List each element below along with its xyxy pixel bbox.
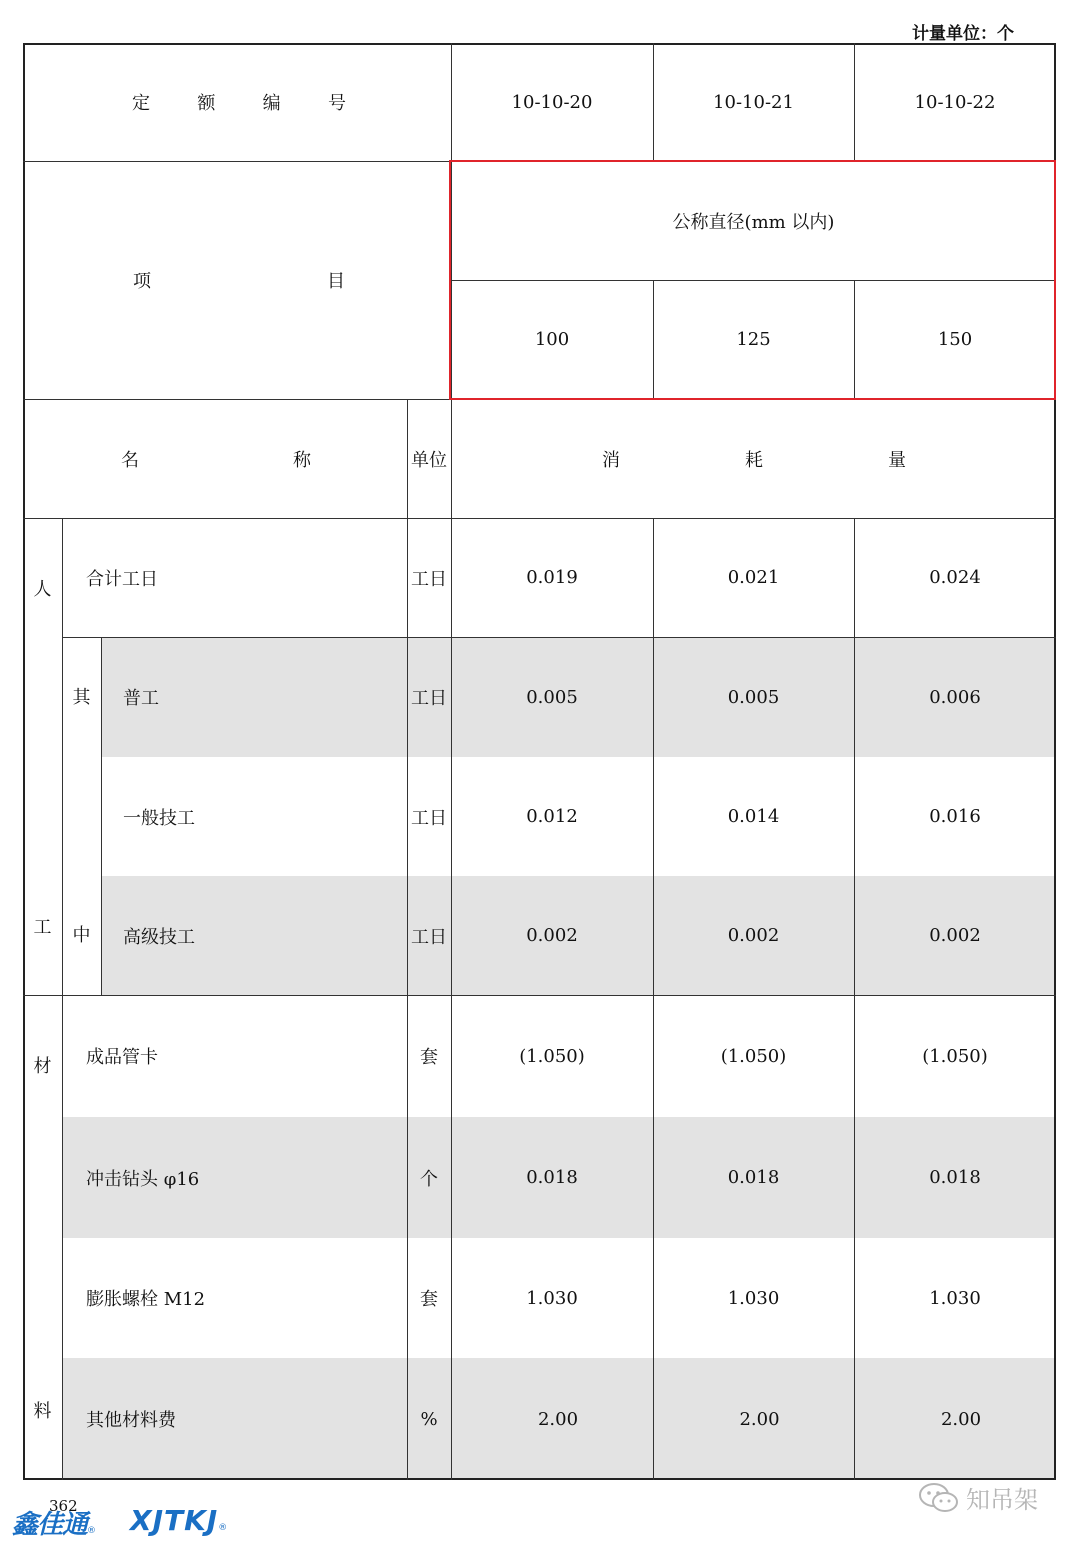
row-value: 0.018 bbox=[526, 1167, 578, 1188]
row-value: 1.030 bbox=[929, 1287, 981, 1309]
logo-right bbox=[130, 1504, 227, 1537]
registered-mark: ® bbox=[218, 1523, 228, 1533]
quota-code: 10-10-20 bbox=[511, 91, 593, 113]
row-value: 0.018 bbox=[929, 1167, 981, 1188]
row-value: 0.002 bbox=[929, 925, 981, 946]
diameter-label: 公称直径(mm 以内) bbox=[672, 211, 835, 233]
row-value: 0.005 bbox=[526, 686, 578, 708]
quota-label-char: 额 bbox=[197, 93, 216, 114]
diameter-value: 100 bbox=[534, 329, 570, 350]
group-ofwhich-char: 中 bbox=[72, 925, 91, 946]
diameter-value: 125 bbox=[736, 329, 771, 350]
row-name: 其他材料费 bbox=[86, 1410, 176, 1431]
quota-code: 10-10-21 bbox=[713, 91, 794, 113]
row-unit: 工日 bbox=[411, 926, 447, 948]
row-value: 0.018 bbox=[727, 1167, 780, 1188]
row-name: 高级技工 bbox=[123, 926, 195, 948]
item-label-left: 项 bbox=[133, 271, 151, 292]
name-label-right: 称 bbox=[293, 449, 311, 471]
row-name: 成品管卡 bbox=[86, 1047, 158, 1068]
row-unit: 套 bbox=[420, 1047, 438, 1068]
unit-column-label: 单位 bbox=[411, 449, 447, 471]
row-value: 0.021 bbox=[727, 567, 780, 588]
row-value: 0.024 bbox=[929, 567, 981, 588]
consumption-char: 量 bbox=[888, 449, 906, 471]
row-value: 1.030 bbox=[526, 1287, 578, 1309]
logo-right-text: XJTKJ bbox=[130, 1504, 219, 1537]
group-material-char: 料 bbox=[33, 1401, 52, 1422]
item-label-right: 目 bbox=[327, 271, 345, 292]
quota-label-char: 号 bbox=[327, 93, 346, 114]
name-label-left: 名 bbox=[121, 449, 139, 471]
row-name: 冲击钻头 φ16 bbox=[86, 1168, 200, 1190]
watermark bbox=[918, 1480, 1038, 1515]
row-unit: 工日 bbox=[411, 807, 447, 829]
row-unit: 工日 bbox=[411, 568, 447, 590]
quota-label-char: 定 bbox=[132, 93, 150, 114]
registered-mark: ® bbox=[87, 1526, 97, 1536]
wechat-icon bbox=[918, 1481, 960, 1515]
row-value: 2.00 bbox=[739, 1408, 780, 1430]
row-value: 0.002 bbox=[727, 925, 780, 946]
quota-label-char: 编 bbox=[262, 93, 281, 114]
grid-line bbox=[101, 637, 102, 995]
watermark-text: 知吊架 bbox=[966, 1486, 1038, 1514]
row-value: 1.030 bbox=[727, 1287, 780, 1309]
row-value: 0.002 bbox=[526, 925, 578, 946]
row-unit: % bbox=[420, 1408, 438, 1430]
row-name: 一般技工 bbox=[123, 807, 195, 829]
row-value: 0.005 bbox=[727, 686, 780, 708]
group-ofwhich-char: 其 bbox=[72, 687, 91, 708]
quota-code: 10-10-22 bbox=[914, 91, 996, 113]
logo-left-text: 鑫佳通 bbox=[12, 1510, 88, 1540]
page-number: 362 bbox=[49, 1497, 78, 1515]
row-value: 0.016 bbox=[929, 806, 981, 827]
unit-label: 计量单位：个 bbox=[912, 24, 1014, 44]
diameter-value: 150 bbox=[937, 329, 973, 350]
consumption-label bbox=[602, 399, 906, 518]
row-unit: 工日 bbox=[411, 688, 447, 709]
grid-line bbox=[854, 518, 855, 1480]
row-name: 膨胀螺栓 M12 bbox=[86, 1289, 206, 1310]
row-name: 普工 bbox=[123, 688, 159, 709]
row-value: (1.050) bbox=[922, 1045, 988, 1067]
row-value: 0.019 bbox=[526, 567, 578, 588]
row-value: 0.014 bbox=[727, 806, 780, 827]
row-unit: 套 bbox=[420, 1289, 438, 1310]
consumption-char: 消 bbox=[602, 449, 620, 471]
group-labor-char: 人 bbox=[33, 579, 52, 600]
row-value: 0.006 bbox=[929, 686, 981, 708]
row-value: 0.012 bbox=[526, 806, 578, 827]
row-value: 2.00 bbox=[537, 1408, 579, 1430]
row-value: (1.050) bbox=[519, 1045, 585, 1067]
row-name: 合计工日 bbox=[86, 568, 158, 590]
quota-label bbox=[132, 43, 346, 161]
row-value: 2.00 bbox=[940, 1408, 982, 1430]
group-material-char: 材 bbox=[33, 1056, 52, 1077]
group-labor-char: 工 bbox=[33, 917, 52, 938]
row-unit: 个 bbox=[420, 1168, 438, 1190]
consumption-char: 耗 bbox=[745, 449, 763, 471]
grid-line bbox=[653, 518, 654, 1480]
row-value: (1.050) bbox=[720, 1045, 787, 1067]
grid-line bbox=[62, 518, 63, 1480]
